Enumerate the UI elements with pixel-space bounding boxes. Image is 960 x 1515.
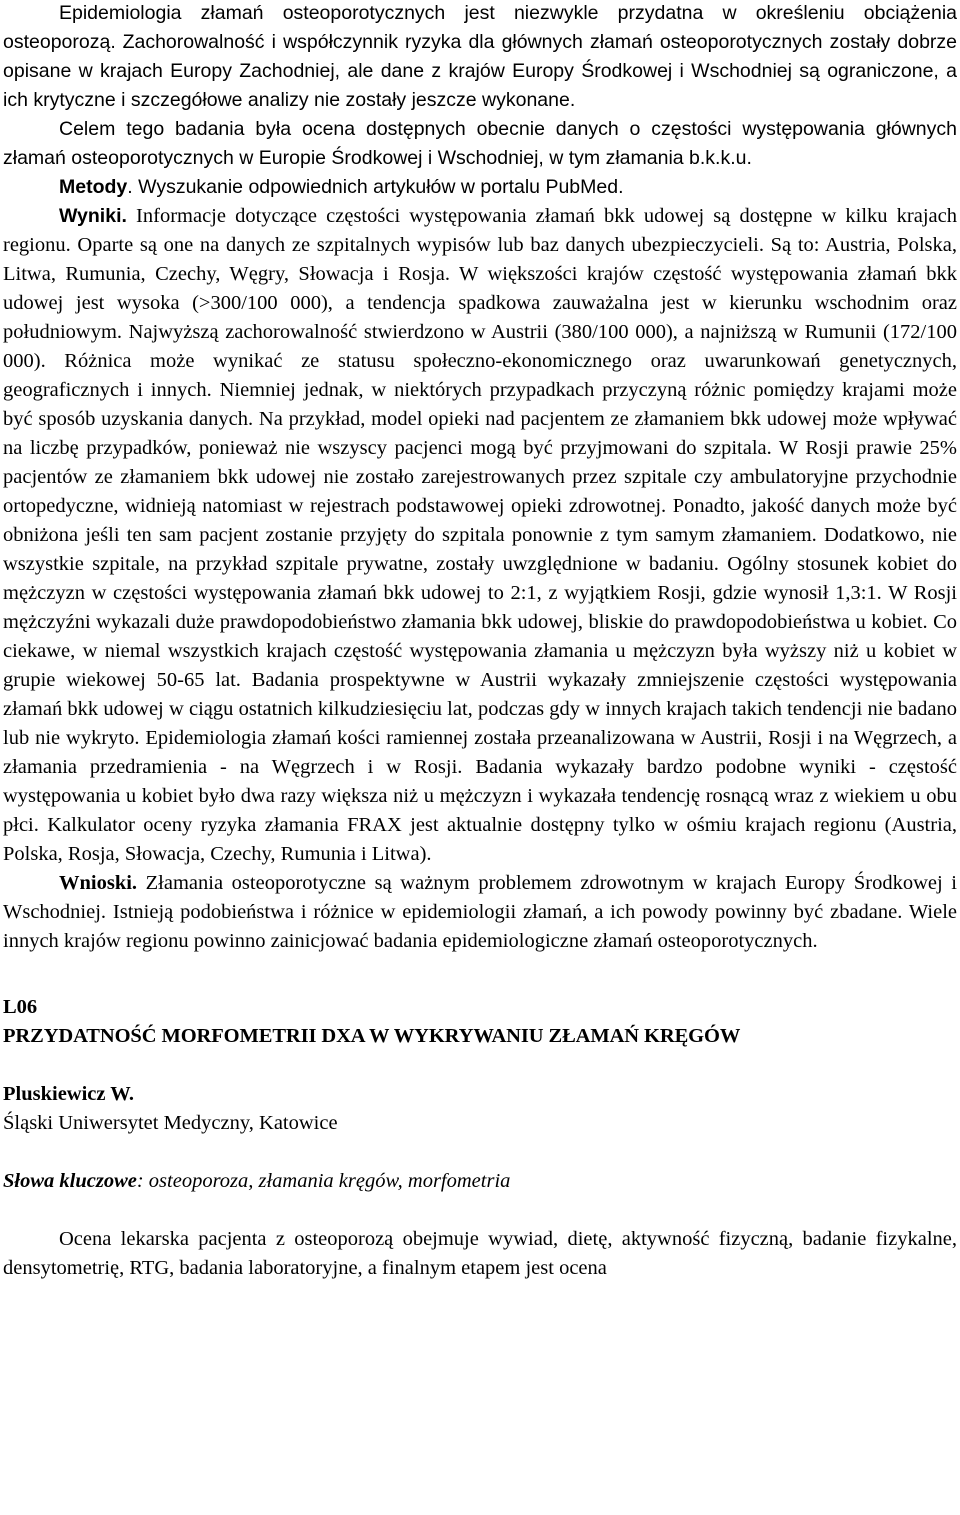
- conclusions-label: Wnioski.: [59, 872, 138, 894]
- title-spacer: [3, 1051, 957, 1080]
- methods-text: . Wyszukanie odpowiednich artykułów w portalu PubMed.: [127, 176, 624, 198]
- conclusions-text: Złamania osteoporotyczne są ważnym problemem zdrowotnym w krajach Europy Środkowej i Wschodniej. Istnieją podobieństwa i różnice w epidemiologii złamań, a ich powody powinny być zbadane. Wiele innych krajów regionu powinno zainicjować badania epidemiologiczne złamań osteoporotycznych.: [3, 872, 957, 952]
- results-label: Wyniki.: [59, 205, 127, 227]
- intro-sentence-2: Zachorowalność i współczynnik ryzyka dla głównych złamań osteoporotycznych zostały dobrze opisane w krajach Europy Zachodniej, ale dane z krajów Europy Środkowej i Wschodniej są ograniczone, a ich krytyczne i szczegółowe analizy nie zostały jeszcze wykonane.: [3, 31, 958, 111]
- abstract-code: L06: [3, 996, 38, 1018]
- abstract-body-start: Ocena lekarska pacjenta z osteoporozą obejmuje wywiad, dietę, aktywność fizyczną, badanie fizykalne, densytometrię, RTG, badania laboratoryjne, a finalnym etapem jest ocena: [3, 1228, 957, 1279]
- affiliation-spacer: [3, 1138, 957, 1167]
- aim-paragraph: Celem tego badania była ocena dostępnych obecnie danych o częstości występowania głównych złamań osteoporotycznych w Europie Środkowej i Wschodniej, w tym złamania b.k.k.u.: [3, 118, 957, 169]
- author-name: Pluskiewicz W.: [3, 1083, 134, 1105]
- intro-sentence-1: Epidemiologia złamań osteoporotycznych jest niezwykle przydatna w określeniu obciążenia osteoporozą.: [3, 2, 957, 53]
- abstract-affiliation: Śląski Uniwersytet Medyczny, Katowice: [3, 1112, 338, 1134]
- keywords-line: [3, 1167, 957, 1196]
- keywords-spacer: [3, 1196, 957, 1225]
- keywords-label: Słowa kluczowe: [3, 1170, 137, 1192]
- abstract-author: [3, 1080, 957, 1109]
- section-spacer: [3, 956, 957, 985]
- abstract-title: PRZYDATNOŚĆ MORFOMETRII DXA W WYKRYWANIU ZŁAMAŃ KRĘGÓW: [3, 1025, 741, 1047]
- intro-paragraph: [3, 0, 957, 115]
- methods-label: Metody: [59, 176, 128, 198]
- keywords-text: : osteoporoza, złamania kręgów, morfometria: [136, 1170, 511, 1192]
- results-paragraph: [3, 202, 957, 869]
- results-text: Informacje dotyczące częstości występowania złamań bkk udowej są dostępne w kilku krajach regionu. Oparte są one na danych ze szpitalnych wypisów lub baz danych ubezpieczycieli. Są to: Austria, Polska, Litwa, Rumunia, Czechy, Węgry, Słowacja i Rosja. W większości krajów częstość występowania złamań bkk udowej jest wysoka (>300/100 000), a tendencja spadkowa zauważalna jest w kierunku wschodnim oraz południowym. Najwyższą zachorowalność stwierdzono w Austrii (380/100 000), a najniższą w Rumunii (172/100 000). Różnica może wynikać ze statusu społeczno-ekonomicznego oraz uwarunkowań genetycznych, geograficznych i innych. Niemniej jednak, w niektórych przypadkach przyczyną różnic pomiędzy krajami może być sposób uzyskania danych. Na przykład, model opieki nad pacjentem ze złamaniem bkk udowej może wpływać na liczbę przypadków, ponieważ nie wszyscy pacjenci mogą być przyjmowani do szpitala. W Rosji prawie 25% pacjentów ze złamaniem bkk udowej nie zostało zarejestrowanych przez szpitale czy ambulatoryjne przychodnie ortopedyczne, widnieją natomiast w rejestrach podstawowej opieki zdrowotnej. Ponadto, jakość danych może być obniżona jeśli ten sam pacjent zostanie przyjęty do szpitala ponownie z tym samym złamaniem. Dodatkowo, nie wszystkie szpitale, na przykład szpitale prywatne, zostały uwzględnione w badaniu. Ogólny stosunek kobiet do mężczyzn w częstości występowania złamań bkk udowej to 2:1, z wyjątkiem Rosji, gdzie wynosił 1,3:1. W Rosji mężczyźni wykazali duże prawdopodobieństwo złamania bkk udowej, bliskie do prawdopodobieństwa u kobiet. Co ciekawe, w niemal wszystkich krajach częstość występowania złamania u mężczyzn była wyższy niż u kobiet w grupie wiekowej 50-65 lat. Badania prospektywne w Austrii wykazały zmniejszenie częstości występowania złamań bkk udowej w ciągu ostatnich kilkudziesięciu lat, podczas gdy w innych krajach takich tendencji nie badano lub nie wykryto. Epidemiologia złamań kości ramiennej została przeanalizowana w Austrii, Rosji i na Węgrzech, a złamania przedramienia - na Węgrzech i w Rosji. Badania wykazały bardzo podobne wyniki - częstość występowania u kobiet było dwa razy większa niż u mężczyzn i wykazała tendencję rosnącą wraz z wiekiem u obu płci. Kalkulator oceny ryzyka złamania FRAX jest aktualnie dostępny tylko w ośmiu krajach regionu (Austria, Polska, Rosja, Słowacja, Czechy, Rumunia i Litwa).: [3, 205, 957, 865]
- methods-paragraph: [3, 173, 957, 202]
- conclusions-paragraph: [3, 869, 957, 956]
